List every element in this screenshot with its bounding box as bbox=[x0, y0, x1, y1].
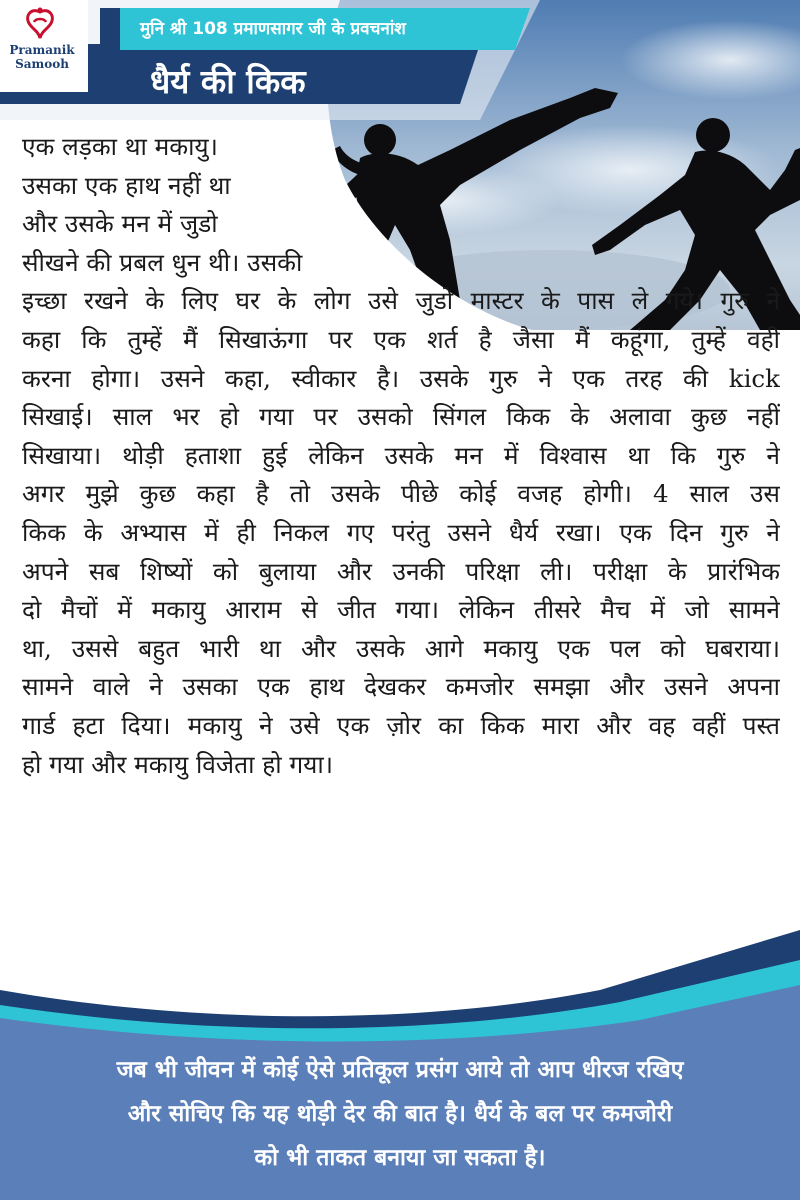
story-line: हो गया और मकायु विजेता हो गया। bbox=[22, 749, 333, 779]
story-line: और उसके मन में जुडो bbox=[22, 209, 218, 239]
moral-line: और सोचिए कि यह थोड़ी देर की बात है। धैर्य के बल पर कमजोरी bbox=[127, 1101, 673, 1127]
story-line: उसका एक हाथ नहीं था bbox=[22, 170, 231, 200]
story-line: सामने वाले ने उसका एक हाथ देखकर कमजोर समझा और उसने अपना bbox=[22, 672, 780, 702]
story-line: करना होगा। उसने कहा, स्वीकार है। उसके गुरु ने एक तरह की kick bbox=[22, 363, 780, 393]
story-line: सिखाई। साल भर हो गया पर उसको सिंगल किक के अलावा कुछ नहीं bbox=[22, 402, 780, 432]
story-line: अगर मुझे कुछ कहा है तो उसके पीछे कोई वजह होगी। 4 साल उस bbox=[22, 479, 780, 509]
story-line: गार्ड हटा दिया। मकायु ने उसे एक ज़ोर का किक मारा और वह वहीं पस्त bbox=[22, 710, 780, 740]
pramanik-samooh-logo-icon bbox=[20, 6, 60, 42]
story-line: किक के अभ्यास में ही निकल गए परंतु उसने धैर्य रखा। एक दिन गुरु ने bbox=[22, 517, 780, 547]
logo bbox=[0, 0, 88, 92]
page-title: धैर्य की किक bbox=[150, 62, 306, 101]
moral-text bbox=[20, 1048, 780, 1180]
logo-text-line1: Pramanik bbox=[9, 43, 75, 57]
moral-line: जब भी जीवन में कोई ऐसे प्रतिकूल प्रसंग आये तो आप धीरज रखिए bbox=[116, 1057, 684, 1083]
story-line: कहा कि तुम्हें मैं सिखाऊंगा पर एक शर्त है जैसा मैं कहूंगा, तुम्हें वही bbox=[22, 324, 780, 354]
story-line: दो मैचों में मकायु आराम से जीत गया। लेकिन तीसरे मैच में जो सामने bbox=[22, 595, 780, 625]
logo-text-line2: Samooh bbox=[15, 57, 69, 71]
moral-line: को भी ताकत बनाया जा सकता है। bbox=[254, 1145, 546, 1171]
subtitle: मुनि श्री 108 प्रमाणसागर जी के प्रवचनांश bbox=[140, 19, 406, 39]
story-line: सीखने की प्रबल धुन थी। उसकी bbox=[22, 247, 303, 277]
story-line: था, उससे बहुत भारी था और उसके आगे मकायु एक पल को घबराया। bbox=[22, 633, 780, 663]
story-text bbox=[22, 128, 780, 784]
story-line: सिखाया। थोड़ी हताशा हुई लेकिन उसके मन में विश्वास था कि गुरु ने bbox=[22, 440, 780, 470]
story-line: अपने सब शिष्यों को बुलाया और उनकी परिक्षा ली। परीक्षा के प्रारंभिक bbox=[22, 556, 780, 586]
story-line: इच्छा रखने के लिए घर के लोग उसे जुडो मास्टर के पास ले गये। गुरु ने bbox=[22, 286, 780, 316]
story-line: एक लड़का था मकायु। bbox=[22, 132, 218, 161]
